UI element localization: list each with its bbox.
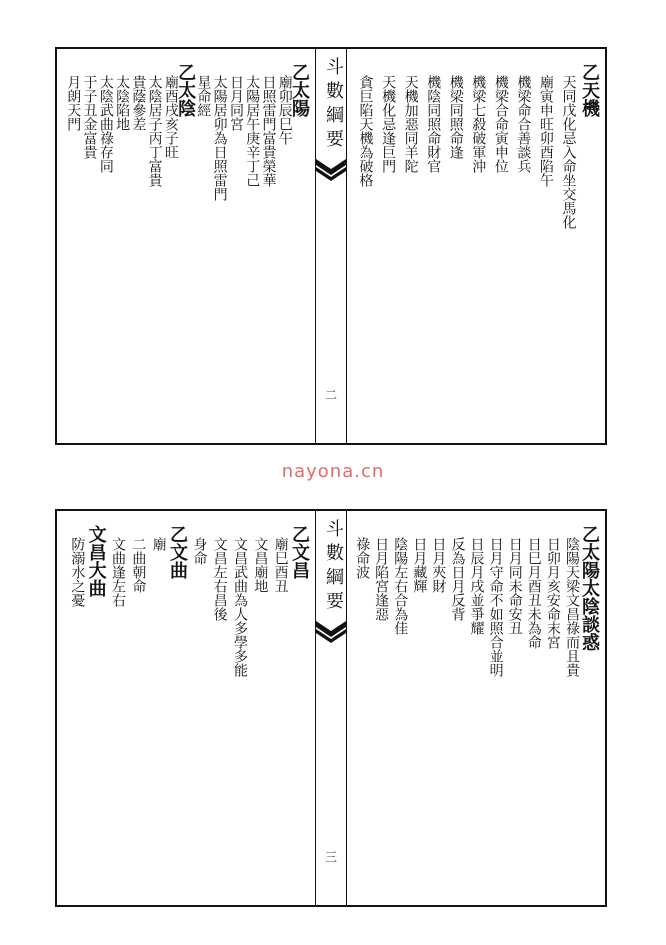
text-column: 廟 [150, 537, 167, 551]
text-column: 貪巨陷天機為破格 [357, 75, 374, 187]
section-heading: 乙天機 [579, 63, 600, 117]
text-column: 機梁命合善談兵 [515, 75, 532, 173]
section-heading: 乙太陽太陰談惑 [579, 525, 600, 651]
bottom-page-spine [315, 511, 347, 905]
text-column: 太陽居午庚辛丁己 [244, 75, 261, 187]
text-column: 日巳月酉丑未為命 [525, 537, 542, 649]
top-right-text-block [347, 49, 603, 443]
text-column: 于子丑金富貴 [81, 75, 98, 159]
text-column: 文昌武曲為人多學多能 [232, 537, 248, 677]
text-column: 日月藏輝 [411, 537, 428, 593]
text-column: 廟酉戌亥子旺 [162, 75, 179, 159]
top-page-number: 二 [324, 388, 337, 402]
text-column: 機梁七殺破軍沖 [470, 75, 487, 173]
section-heading: 文昌大曲 [85, 525, 107, 597]
bottom-right-text-block [347, 511, 603, 905]
text-column: 貴蔭參差 [130, 75, 147, 131]
text-column: 身命 [191, 537, 208, 565]
bottom-page [55, 509, 607, 907]
text-column: 文昌左右昌後 [211, 537, 228, 621]
text-column: 太陰居子丙丁富貴 [146, 75, 163, 187]
top-left-text-block [61, 49, 313, 443]
text-column: 祿命波 [354, 537, 371, 579]
fish-tail-ornament-icon [316, 159, 346, 181]
section-heading: 乙太陰 [175, 63, 197, 117]
text-column: 日月守命不如照合並明 [487, 537, 504, 677]
text-column: 日辰月戌並爭耀 [468, 537, 485, 635]
text-column: 廟巳酉丑 [272, 537, 289, 593]
top-page-spine [315, 49, 347, 443]
text-column: 星命經 [195, 75, 212, 117]
text-column: 陰陽天梁文昌祿而且貴 [563, 537, 580, 677]
section-heading: 乙太陽 [289, 63, 310, 117]
text-column: 月朗天門 [65, 75, 82, 131]
text-column: 日月同未命安丑 [506, 537, 523, 635]
text-column: 日月同宮 [227, 75, 244, 131]
text-column: 陰陽左右合為佳 [392, 537, 409, 635]
text-column: 機梁合命寅申位 [492, 75, 509, 173]
text-column: 太陽居卯為日照雷門 [211, 75, 228, 201]
text-column: 天機化忌逢巨門 [380, 75, 397, 173]
text-column: 日卯月亥安命末宮 [544, 537, 561, 649]
text-column: 天機加惡同羊陀 [402, 75, 419, 173]
text-column: 反為日月反背 [449, 537, 466, 621]
text-column: 文昌廟地 [252, 537, 269, 593]
text-column: 廟寅申旺卯酉陷午 [537, 75, 554, 187]
text-column: 太陰武曲祿存同 [97, 75, 114, 173]
bottom-page-number: 三 [324, 850, 337, 864]
text-column: 機陰同照命財官 [425, 75, 442, 173]
text-column: 日月陷宮逢惡 [373, 537, 390, 621]
section-heading: 乙文曲 [167, 525, 188, 579]
text-column: 日月夾財 [430, 537, 447, 593]
text-column: 二曲朝命 [130, 537, 147, 593]
text-column: 文曲逢左右 [110, 537, 126, 607]
watermark: nayona.cn [281, 461, 385, 482]
fish-tail-ornament-icon [316, 621, 346, 643]
text-column: 日照雷門富貴榮華 [260, 75, 277, 187]
text-column: 天同戊化忌入命坐交馬化 [560, 75, 577, 229]
text-column: 防溺水之憂 [69, 537, 86, 607]
bottom-spine-title: 斗數綱要 [323, 519, 344, 615]
top-spine-title: 斗數綱要 [323, 57, 344, 153]
text-column: 機梁同照命逢 [447, 75, 464, 159]
text-column: 太陰陷地 [114, 75, 131, 131]
section-heading: 乙文昌 [289, 525, 310, 579]
text-column: 廟卯辰巳午 [276, 75, 293, 145]
top-page [55, 47, 607, 445]
bottom-left-text-block [61, 511, 313, 905]
